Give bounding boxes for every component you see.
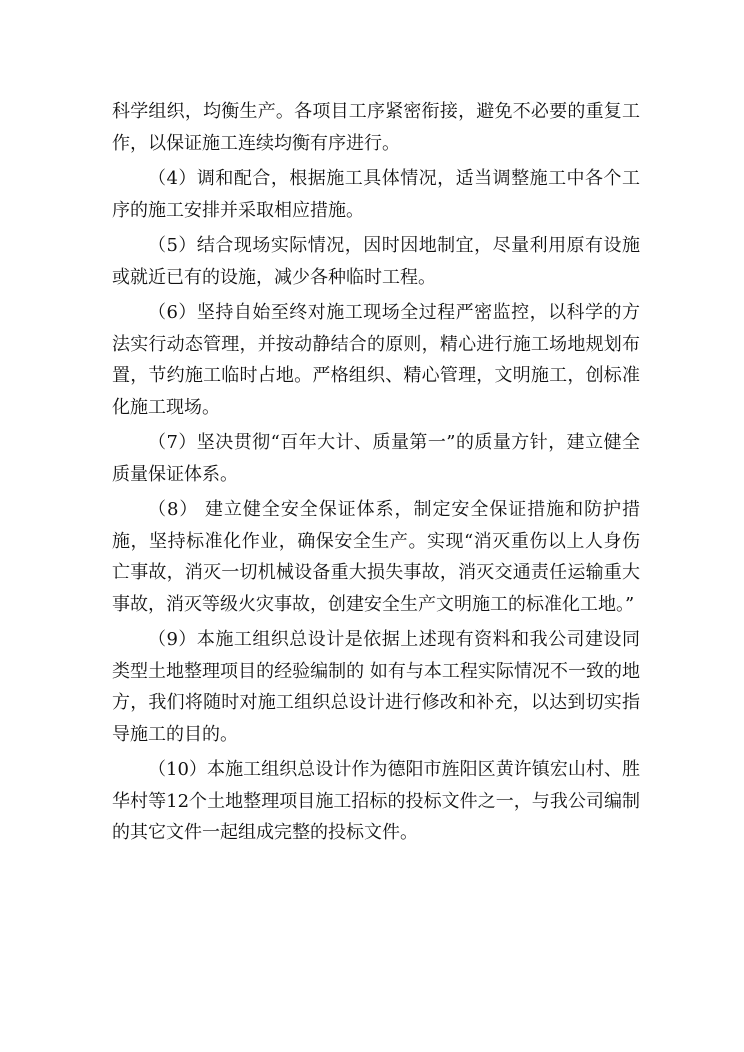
paragraph-continuation: 科学组织，均衡生产。各项目工序紧密衔接，避免不必要的重复工作，以保证施工连续均衡有序进行。 — [112, 101, 640, 154]
paragraph-item-10: （10）本施工组织总设计作为德阳市旌阳区黄许镇宏山村、胜华村等12个土地整理项目施工招标的投标文件之一，与我公司编制的其它文件一起组成完整的投标文件。 — [112, 759, 640, 843]
paragraph-item-5: （5）结合现场实际情况，因时因地制宜，尽量利用原有设施或就近已有的设施，减少各种临时工程。 — [112, 235, 640, 288]
document-body — [112, 96, 640, 853]
paragraph-item-8: （8） 建立健全安全保证体系，制定安全保证措施和防护措施，坚持标准化作业，确保安全生产。实现“消灭重伤以上人身伤亡事故，消灭一切机械设备重大损失事故，消灭交通责任运输重大事故，消灭等级火灾事故，创建安全生产文明施工的标准化工地。” — [112, 499, 640, 615]
paragraph-item-7: （7）坚决贯彻“百年大计、质量第一”的质量方针，建立健全质量保证体系。 — [112, 432, 640, 485]
paragraph-item-4: （4）调和配合，根据施工具体情况，适当调整施工中各个工序的施工安排并采取相应措施。 — [112, 168, 640, 221]
paragraph-item-6: （6）坚持自始至终对施工现场全过程严密监控，以科学的方法实行动态管理，并按动静结合的原则，精心进行施工场地规划布置，节约施工临时占地。严格组织、精心管理，文明施工，创标准化施工现场。 — [112, 302, 640, 418]
paragraph-item-9: （9）本施工组织总设计是依据上述现有资料和我公司建设同类型土地整理项目的经验编制的 如有与本工程实际情况不一致的地方，我们将随时对施工组织总设计进行修改和补充，以达到切实指导施工的目的。 — [112, 629, 640, 745]
